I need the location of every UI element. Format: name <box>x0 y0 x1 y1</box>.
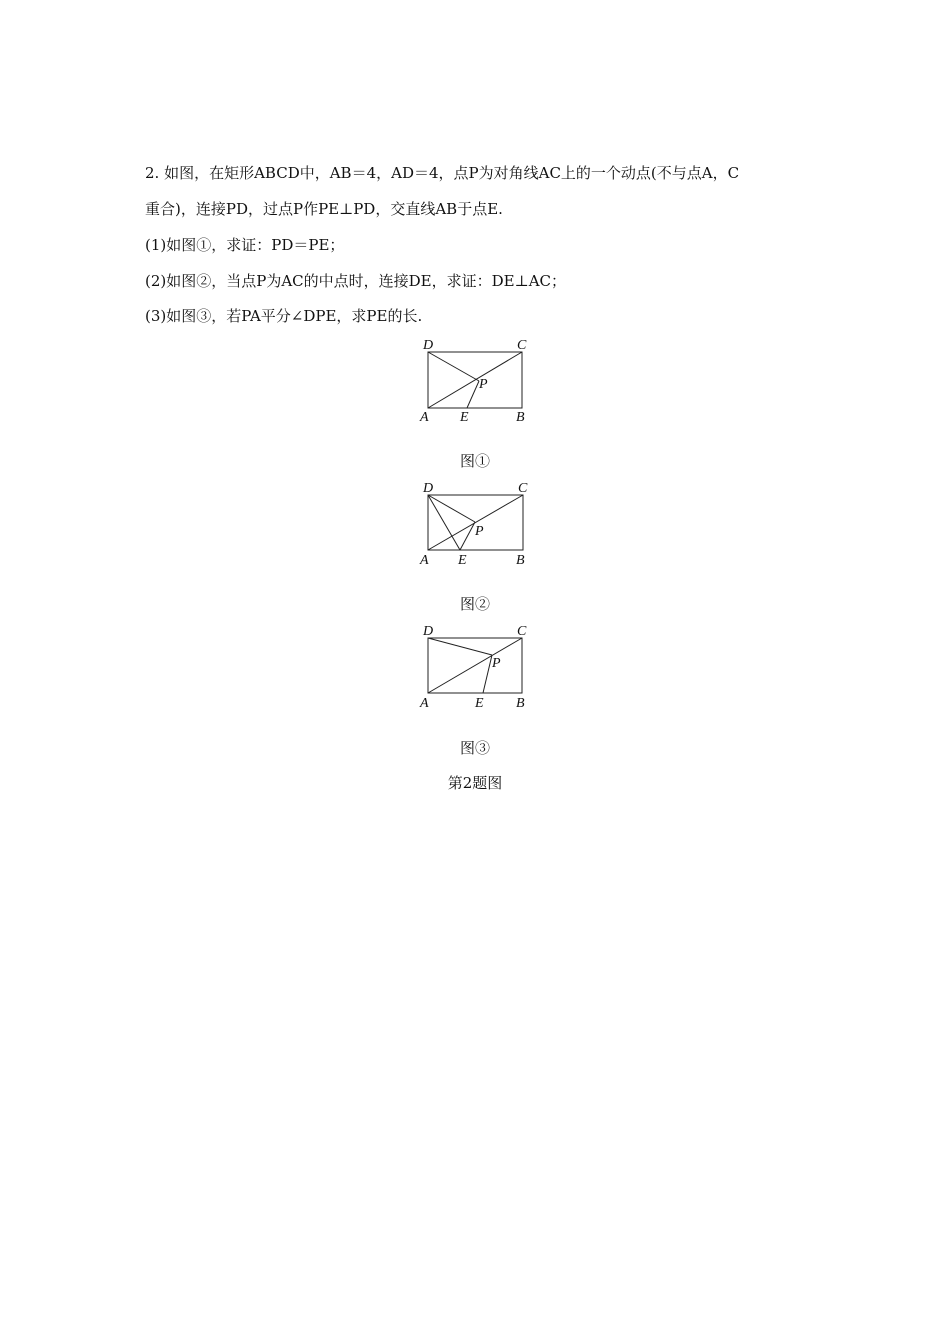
figure-2-caption: 图② <box>459 595 490 613</box>
label-e: E <box>460 410 469 425</box>
label-d: D <box>423 338 434 353</box>
question-3: (3)如图③，若PA平分∠DPE，求PE的长. <box>145 307 423 325</box>
label-b: B <box>516 410 525 425</box>
label-d: D <box>423 481 434 496</box>
label-p: P <box>479 377 488 392</box>
label-b: B <box>516 553 525 568</box>
problem-line-1: 2. 如图，在矩形ABCD中，AB＝4，AD＝4，点P为对角线AC上的一个动点(不与点A，C <box>145 164 740 182</box>
label-c: C <box>518 481 528 496</box>
label-a: A <box>420 553 429 568</box>
label-c: C <box>517 624 527 639</box>
problem-line-2: 重合)，连接PD，过点P作PE⊥PD，交直线AB于点E. <box>145 200 503 218</box>
figure-1-diagram <box>415 335 545 425</box>
figure-3-diagram <box>415 621 545 711</box>
label-p: P <box>475 524 484 539</box>
label-c: C <box>517 338 527 353</box>
label-e: E <box>458 553 467 568</box>
overall-figure-caption: 第2题图 <box>447 774 503 792</box>
label-a: A <box>420 696 429 711</box>
question-2: (2)如图②，当点P为AC的中点时，连接DE，求证：DE⊥AC； <box>145 272 567 290</box>
figure-3-caption: 图③ <box>459 739 490 757</box>
label-b: B <box>516 696 525 711</box>
label-e: E <box>475 696 484 711</box>
label-p: P <box>492 656 501 671</box>
label-a: A <box>420 410 429 425</box>
question-1: (1)如图①，求证：PD＝PE； <box>145 236 345 254</box>
figure-1-caption: 图① <box>459 452 490 470</box>
figure-2-diagram <box>415 478 545 568</box>
label-d: D <box>423 624 434 639</box>
